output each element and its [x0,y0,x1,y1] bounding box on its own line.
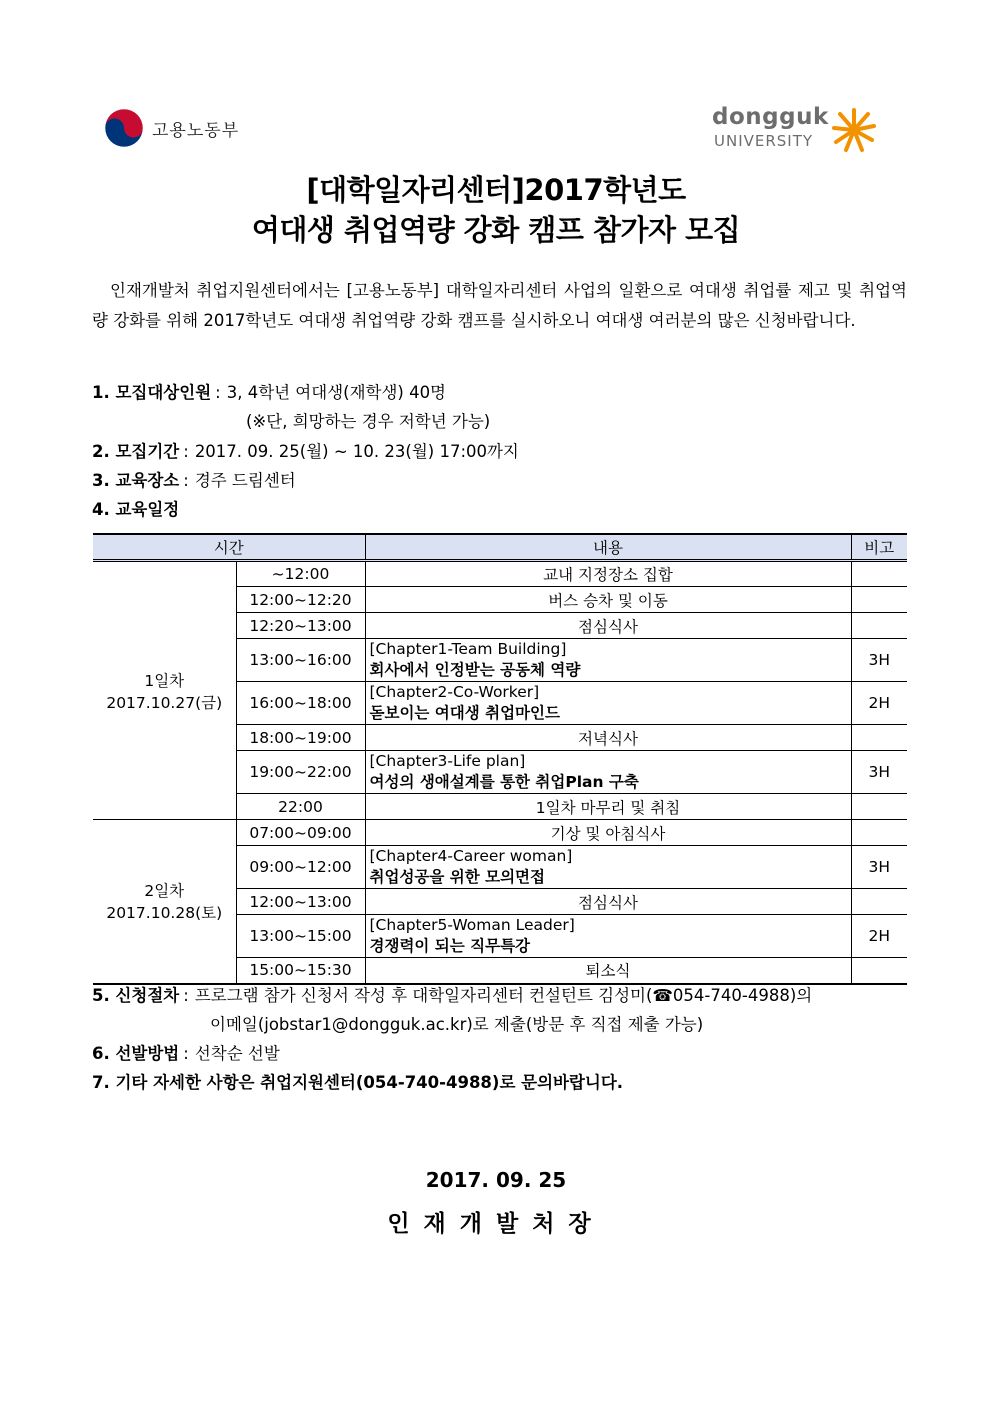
row-content: 기상 및 아침식사 [365,820,851,846]
row-time: 13:00~15:00 [236,915,365,958]
intro-paragraph: 인재개발처 취업지원센터에서는 [고용노동부] 대학일자리센터 사업의 일환으로 여대생 취업률 제고 및 취업역량 강화를 위해 2017학년도 여대생 취업역량 강화 캠프를 실시하오니 여대생 여러분의 많은 신청바랍니다. [92,281,907,330]
row-content [365,751,851,794]
item-1-value: 3, 4학년 여대생(재학생) 40명 [226,383,446,402]
table-header-row [93,534,907,561]
row-topic: 여성의 생애설계를 통한 취업Plan 구축 [369,773,639,791]
row-note: 3H [851,846,907,889]
row-note [851,725,907,751]
item-2: 2. 모집기간 : 2017. 09. 25(월) ~ 10. 23(월) 17:00까지 [92,442,519,461]
issue-date: 2017. 09. 25 [425,1168,567,1192]
table-row [93,561,907,587]
row-time: 12:00~12:20 [236,587,365,613]
day2-label: 2일차 [144,882,185,901]
ministry-logo [104,106,239,150]
day1-date: 2017.10.27(금) [106,693,223,712]
row-content [365,846,851,889]
item-5: 5. 신청절차 : 프로그램 참가 신청서 작성 후 대학일자리센터 컨설턴트 김성미(☎054-740-4988)의 [92,986,813,1005]
item-4-label: 4. 교육일정 [92,500,180,519]
row-time: 09:00~12:00 [236,846,365,889]
row-topic: 취업성공을 위한 모의면접 [369,868,545,886]
header-time: 시간 [93,534,365,561]
item-1: 1. 모집대상인원 : 3, 4학년 여대생(재학생) 40명 [92,383,446,402]
row-content: 교내 지정장소 집합 [365,561,851,587]
university-logo [712,104,892,156]
row-note [851,889,907,915]
row-note [851,794,907,820]
row-time: ~12:00 [236,561,365,587]
item-7: 7. 기타 자세한 사항은 취업지원센터(054-740-4988)로 문의바랍니다. [92,1073,624,1092]
signer: 인재개발처장 [387,1211,605,1237]
row-content: 1일차 마무리 및 취침 [365,794,851,820]
row-time: 19:00~22:00 [236,751,365,794]
row-topic: 경쟁력이 되는 직무특강 [369,937,531,955]
row-chapter: [Chapter5-Woman Leader] [369,916,575,934]
row-note [851,958,907,984]
row-time: 07:00~09:00 [236,820,365,846]
header-content: 내용 [365,534,851,561]
item-6-label: 6. 선발방법 [92,1044,180,1063]
row-content [365,639,851,682]
item-3-label: 3. 교육장소 [92,471,180,490]
row-chapter: [Chapter3-Life plan] [369,752,526,770]
university-subtitle: UNIVERSITY [714,132,814,150]
schedule-table [93,533,907,985]
ministry-name: 고용노동부 [152,120,240,141]
row-time: 12:00~13:00 [236,889,365,915]
row-note: 3H [851,751,907,794]
item-3: 3. 교육장소 : 경주 드림센터 [92,471,296,490]
item-4 [92,498,179,522]
row-content [365,915,851,958]
row-content: 점심식사 [365,613,851,639]
page-title-line2: 여대생 취업역량 강화 캠프 참가자 모집 [251,213,741,247]
table-row [93,820,907,846]
row-note: 3H [851,639,907,682]
row-chapter: [Chapter2-Co-Worker] [369,683,540,701]
row-topic: 회사에서 인정받는 공동체 역량 [369,661,581,679]
sunburst-icon [828,104,880,156]
row-time: 22:00 [236,794,365,820]
day1-label: 1일차 [144,671,185,690]
item-5-label: 5. 신청절차 [92,986,180,1005]
page-title-line1: [대학일자리센터]2017학년도 [306,173,686,207]
row-topic: 돋보이는 여대생 취업마인드 [369,704,560,722]
row-note [851,820,907,846]
day2-date: 2017.10.28(토) [106,904,223,923]
university-name: dongguk [712,104,829,130]
row-time: 13:00~16:00 [236,639,365,682]
row-content: 저녁식사 [365,725,851,751]
row-content: 퇴소식 [365,958,851,984]
row-time: 16:00~18:00 [236,682,365,725]
row-time: 15:00~15:30 [236,958,365,984]
row-note [851,561,907,587]
day2-cell [93,820,236,984]
row-content: 버스 승차 및 이동 [365,587,851,613]
row-chapter: [Chapter1-Team Building] [369,640,567,658]
item-2-value: 2017. 09. 25(월) ~ 10. 23(월) 17:00까지 [194,442,519,461]
row-note [851,587,907,613]
item-6-value: 선착순 선발 [194,1044,280,1063]
row-note [851,613,907,639]
item-1-label: 1. 모집대상인원 [92,383,212,402]
item-2-label: 2. 모집기간 [92,442,180,461]
taegeuk-icon [104,108,144,148]
row-content [365,682,851,725]
row-time: 18:00~19:00 [236,725,365,751]
row-note: 2H [851,682,907,725]
row-chapter: [Chapter4-Career woman] [369,847,573,865]
item-6: 6. 선발방법 : 선착순 선발 [92,1044,280,1063]
day1-cell [93,561,236,820]
item-3-value: 경주 드림센터 [194,471,296,490]
header-note: 비고 [851,534,907,561]
item-1-note: (※단, 희망하는 경우 저학년 가능) [246,412,491,431]
row-content: 점심식사 [365,889,851,915]
row-time: 12:20~13:00 [236,613,365,639]
item-5-value: 프로그램 참가 신청서 작성 후 대학일자리센터 컨설턴트 김성미(☎054-740-4988)의 [194,986,813,1005]
row-note: 2H [851,915,907,958]
item-5-value2: 이메일(jobstar1@dongguk.ac.kr)로 제출(방문 후 직접 제출 가능) [210,1015,704,1034]
